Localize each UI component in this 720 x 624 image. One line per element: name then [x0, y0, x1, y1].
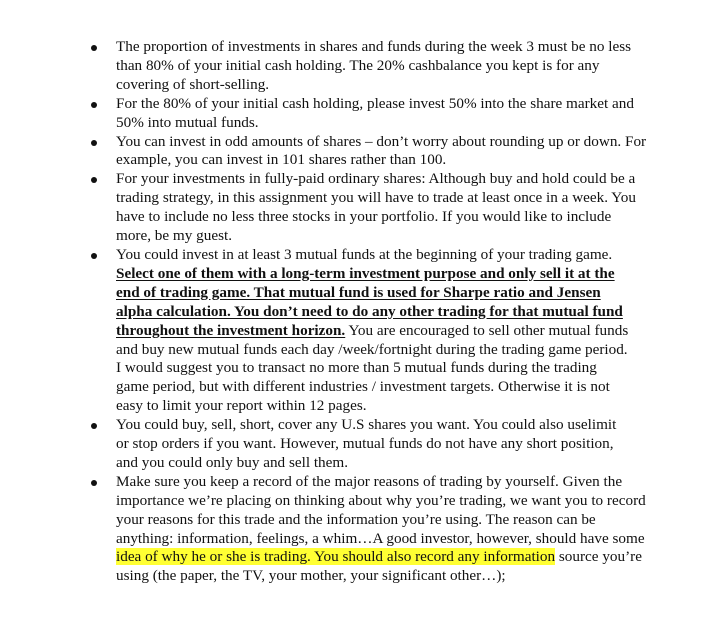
- text-line: your reasons for this trade and the information you’re using. The reason can be: [116, 510, 596, 528]
- text-line: easy to limit your report within 12 pages.: [116, 397, 367, 415]
- bullet-icon: [91, 102, 97, 108]
- bullet-icon: [91, 45, 97, 51]
- list-item: [0, 473, 678, 586]
- bullet-icon: [91, 140, 97, 146]
- text-line: You could invest in at least 3 mutual funds at the beginning of your trading game.: [116, 245, 613, 263]
- text-line: Make sure you keep a record of the major reasons of trading by yourself. Given the: [116, 472, 623, 490]
- text-line: game period, but with different industries / investment targets. Otherwise it is not: [116, 378, 610, 396]
- text-line: I would suggest you to transact no more than 5 mutual funds during the trading: [116, 359, 597, 377]
- text-line: than 80% of your initial cash holding. The 20% cashbalance you kept is for any: [116, 56, 600, 74]
- text-line: more, be my guest.: [116, 227, 232, 245]
- emphasized-line: end of trading game. That mutual fund is used for Sharpe ratio and Jensen: [116, 283, 601, 301]
- text-line: The proportion of investments in shares and funds during the week 3 must be no less: [116, 38, 632, 55]
- text-line: 50% into mutual funds.: [116, 113, 259, 131]
- text-line: For the 80% of your initial cash holding, please invest 50% into the share market and: [116, 94, 634, 112]
- list-item: [0, 170, 678, 246]
- text-line: or stop orders if you want. However, mutual funds do not have any short position,: [116, 435, 614, 453]
- text-line: importance we’re placing on thinking about why you’re trading, we want you to record: [116, 491, 646, 509]
- list-item: [0, 38, 678, 95]
- list-item: [0, 416, 678, 473]
- bullet-list: [0, 38, 720, 586]
- text-line: You could buy, sell, short, cover any U.S shares you want. You could also uselimit: [116, 416, 617, 434]
- highlighted-text: idea of why he or she is trading. You should also record any information: [116, 548, 556, 566]
- emphasized-line: alpha calculation. You don’t need to do any other trading for that mutual fund: [116, 302, 623, 320]
- text-line: and buy new mutual funds each day /week/fortnight during the trading game period.: [116, 340, 628, 358]
- text-line: [116, 322, 678, 341]
- text-line: anything: information, feelings, a whim…A good investor, however, should have some: [116, 529, 645, 547]
- bullet-icon: [91, 177, 97, 183]
- list-item: [0, 246, 678, 416]
- text-line: covering of short-selling.: [116, 75, 270, 93]
- text-line: trading strategy, in this assignment you will have to trade at least once in a week. You: [116, 189, 636, 207]
- text-line: You can invest in odd amounts of shares – don’t worry about rounding up or down. For: [116, 132, 647, 150]
- text-line: and you could only buy and sell them.: [116, 453, 348, 471]
- list-item: [0, 95, 678, 133]
- text-line: For your investments in fully-paid ordinary shares: Although buy and hold could be a: [116, 170, 636, 188]
- emphasized-line: Select one of them with a long-term investment purpose and only sell it at the: [116, 264, 615, 282]
- document-page: [0, 38, 720, 586]
- text-line: using (the paper, the TV, your mother, your significant other…);: [116, 567, 506, 585]
- text-fragment: source you’re: [555, 548, 642, 566]
- bullet-icon: [91, 253, 97, 259]
- bullet-icon: [91, 480, 97, 486]
- text-fragment: You are encouraged to sell other mutual funds: [345, 321, 629, 339]
- list-item: [0, 133, 678, 171]
- text-line: example, you can invest in 101 shares rather than 100.: [116, 151, 447, 169]
- text-line: [116, 548, 678, 567]
- text-line: have to include no less three stocks in your portfolio. If you would like to include: [116, 208, 612, 226]
- bullet-icon: [91, 423, 97, 429]
- emphasized-text: throughout the investment horizon.: [116, 321, 346, 339]
